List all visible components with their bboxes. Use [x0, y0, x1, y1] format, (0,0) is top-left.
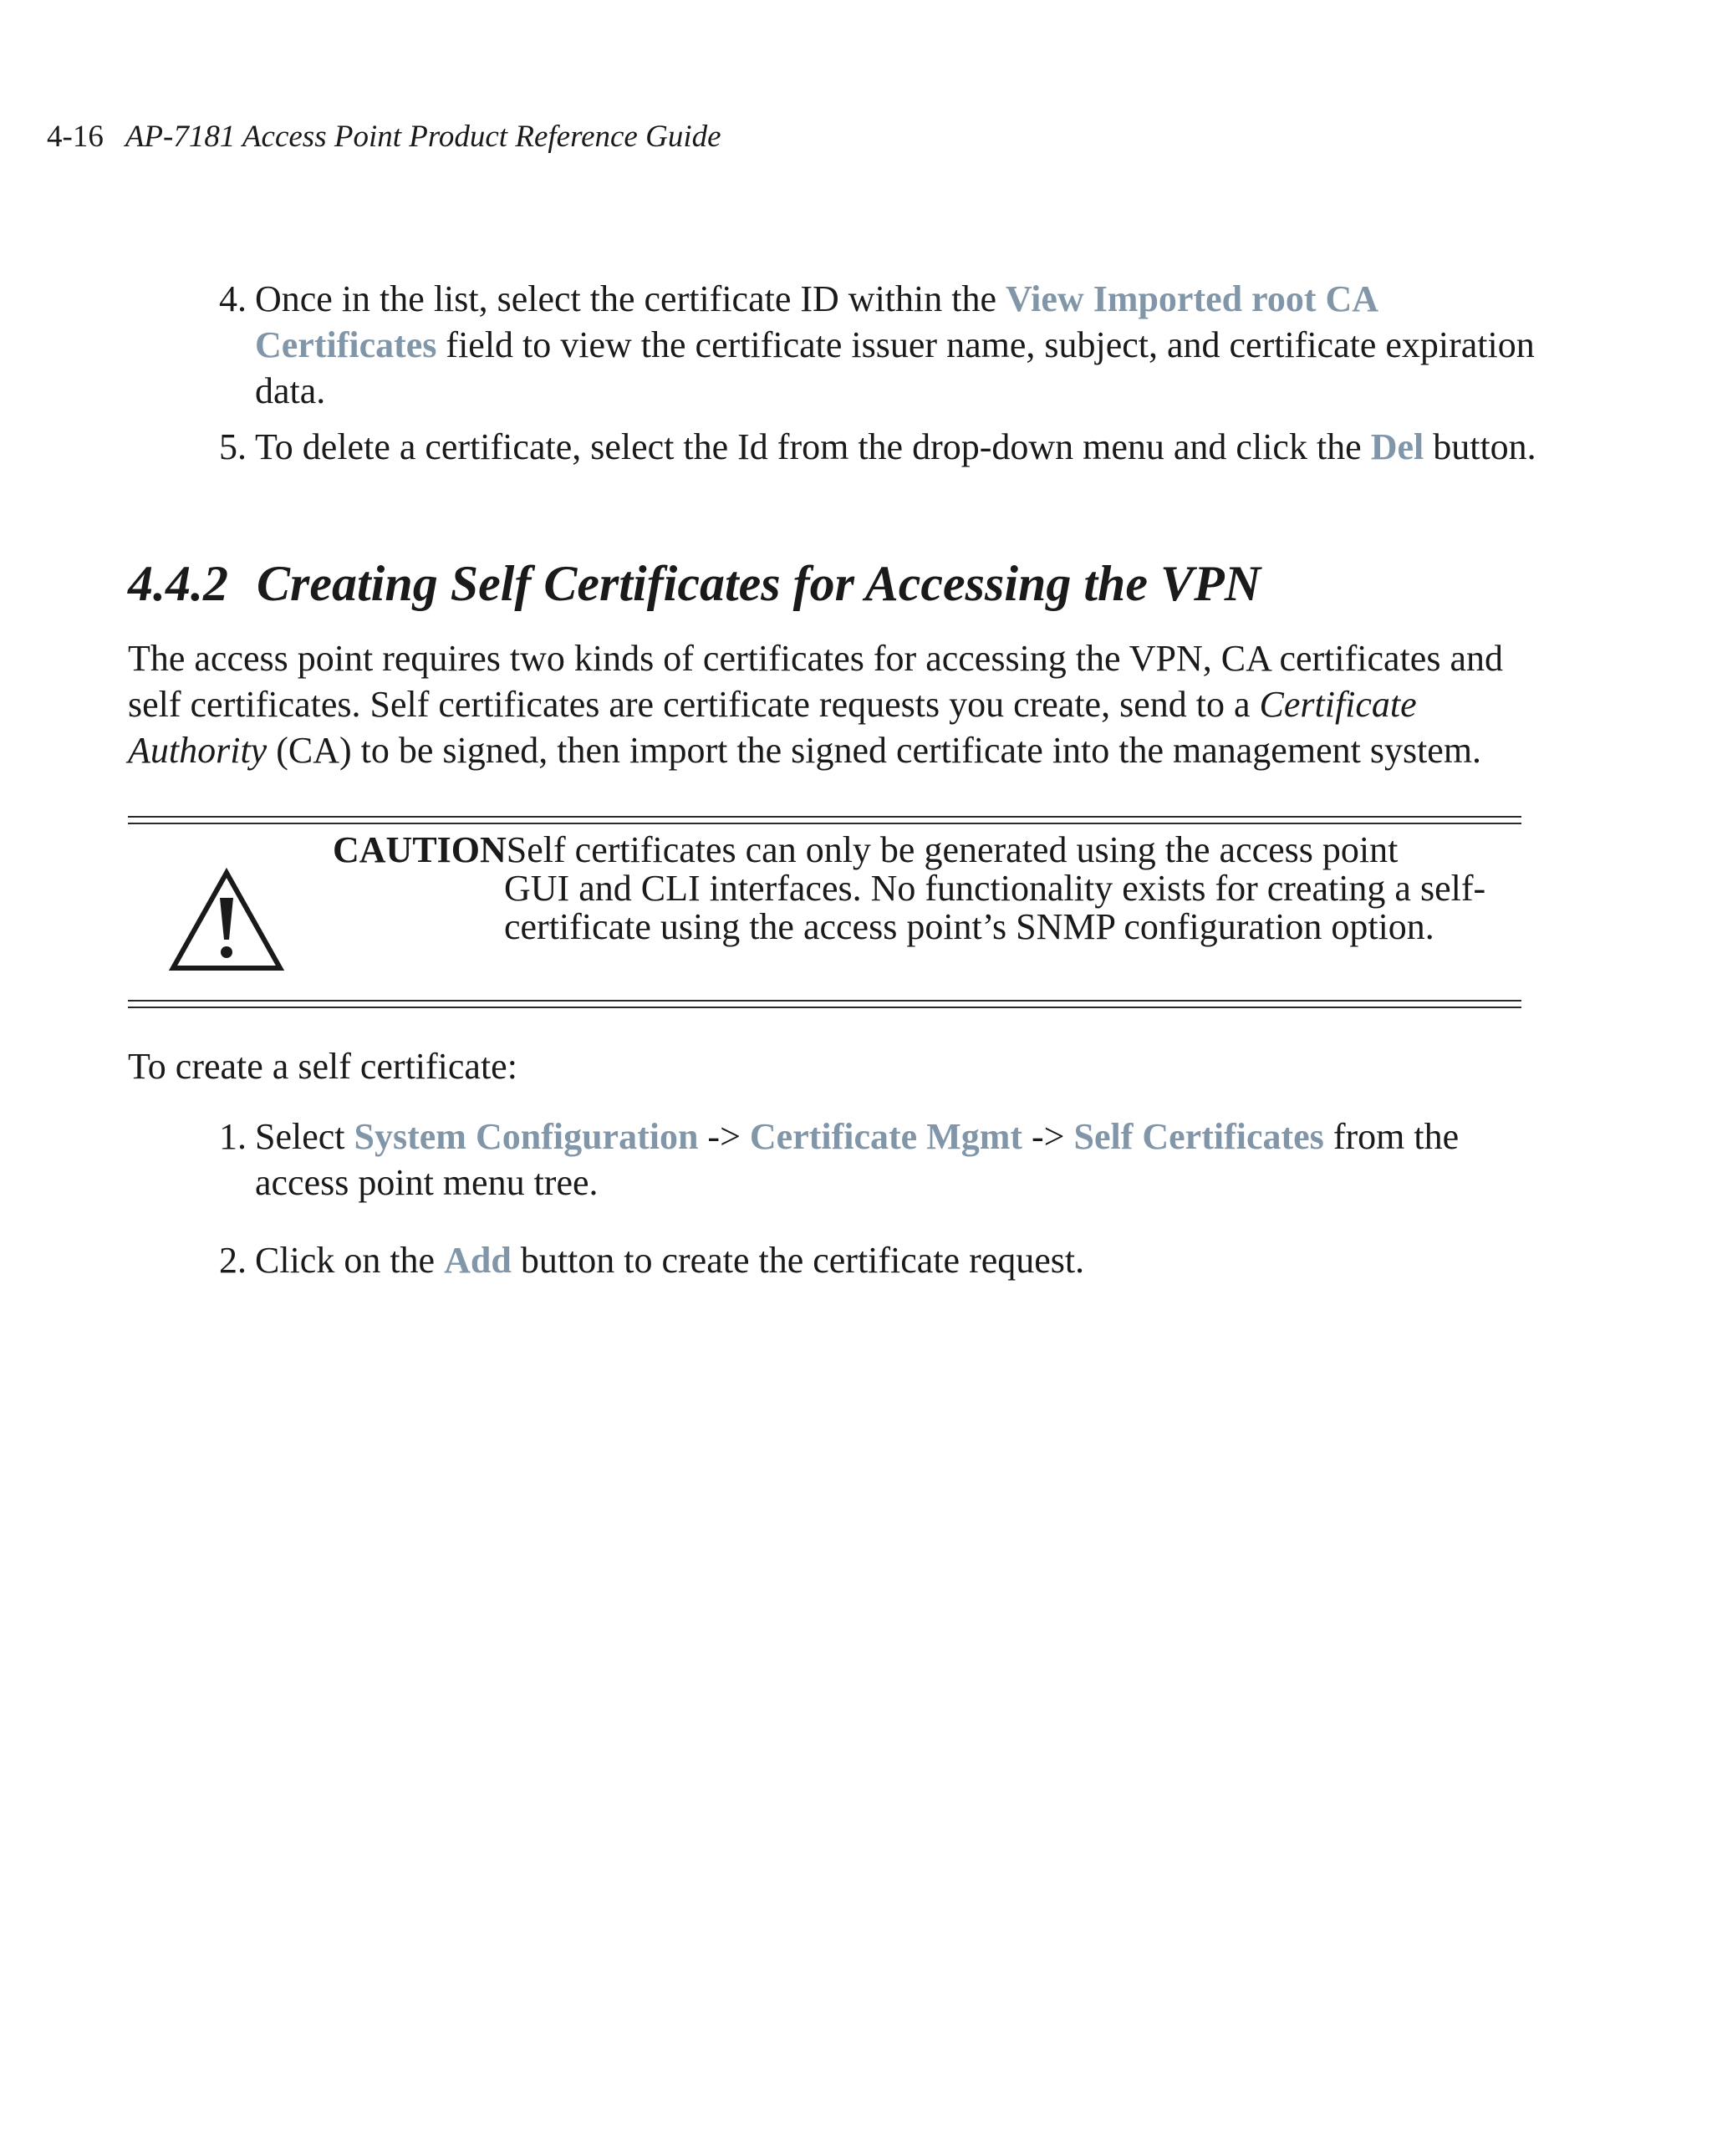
- step-number: 2.: [219, 1240, 247, 1281]
- step-2: [188, 1237, 1542, 1283]
- caution-text: [333, 831, 1503, 946]
- section-heading: [128, 553, 1261, 614]
- step-text: Click on the Add button to create the certificate request.: [255, 1240, 1085, 1281]
- caution-first-line: Self certificates can only be generated using the access point: [506, 829, 1399, 870]
- step-4: [188, 276, 1542, 414]
- step-text: Select System Configuration -> Certificate Mgmt -> Self Certificates from the access point menu tree.: [255, 1116, 1460, 1203]
- step-text: Once in the list, select the certificate ID within the View Imported root CA Certificates field to view the certificate issuer name, subject, and certificate expiration data.: [255, 278, 1535, 411]
- step-1: [188, 1114, 1542, 1205]
- section-number: 4.4.2: [128, 556, 228, 611]
- caution-bottom-rule: [128, 1000, 1521, 1008]
- section-title: Creating Self Certificates for Accessing the VPN: [257, 556, 1261, 611]
- caution-top-rule: [128, 816, 1521, 824]
- caution-box: [128, 816, 1521, 1010]
- ui-reference-del: Del: [1370, 426, 1424, 467]
- emphasis-certificate-authority: Certificate Authority: [128, 684, 1417, 771]
- step-text: To delete a certificate, select the Id from the drop-down menu and click the Del button.: [255, 426, 1536, 467]
- step-5: [188, 424, 1542, 470]
- ui-reference-add: Add: [444, 1240, 512, 1281]
- step-number: 5.: [219, 426, 247, 467]
- ui-reference-certificate-mgmt: Certificate Mgmt: [749, 1116, 1023, 1157]
- intro-paragraph: The access point requires two kinds of certificates for accessing the VPN, CA certificates and self certificates. Self certificates are certificate requests you create, send to a Certificate Authority (CA) to be signed, then import the signed certificate into the management system.: [128, 638, 1503, 771]
- ui-reference-system-configuration: System Configuration: [354, 1116, 699, 1157]
- caution-rest: GUI and CLI interfaces. No functionality exists for creating a self-certificate using the access point’s SNMP configuration option.: [504, 868, 1486, 947]
- ui-reference-view-imported-root-ca-certificates: View Imported root CA Certificates: [255, 278, 1377, 365]
- caution-label: CAUTION: [333, 829, 507, 870]
- lead-in: To create a self certificate:: [128, 1046, 517, 1087]
- step-number: 4.: [219, 278, 247, 319]
- warning-triangle-icon: [168, 868, 285, 975]
- page-header: [47, 117, 721, 157]
- ui-reference-self-certificates: Self Certificates: [1073, 1116, 1324, 1157]
- step-number: 1.: [219, 1116, 247, 1157]
- guide-title: AP-7181 Access Point Product Reference Guide: [125, 120, 721, 154]
- page-number: 4-16: [47, 120, 104, 154]
